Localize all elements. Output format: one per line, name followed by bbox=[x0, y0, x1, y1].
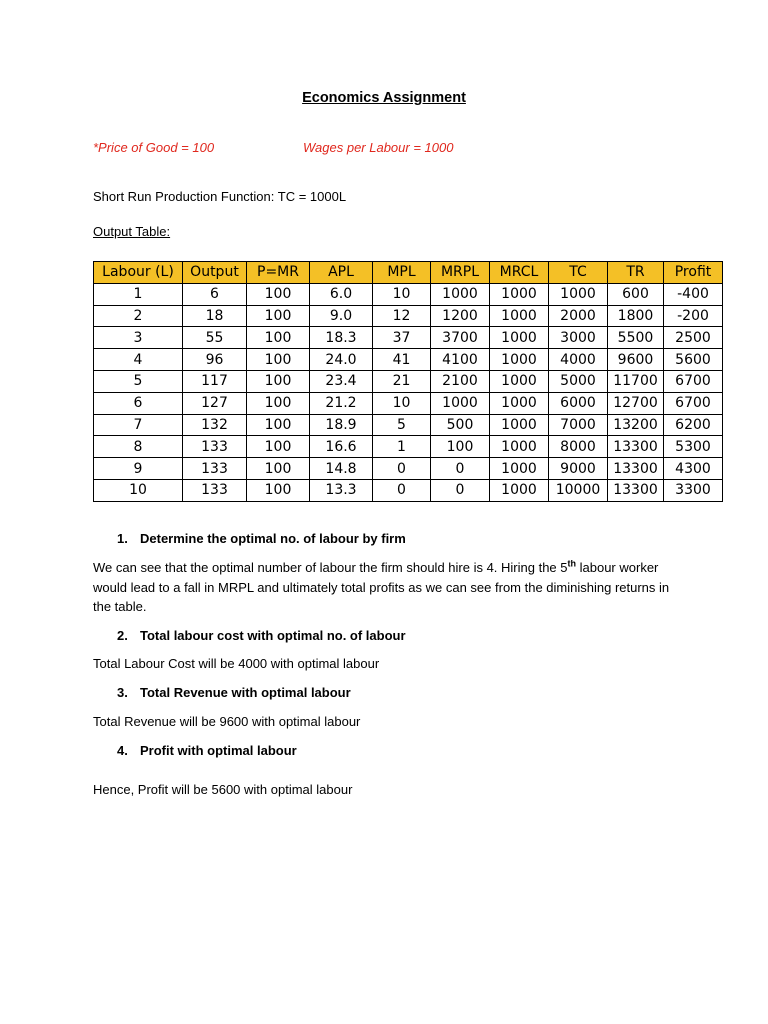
table-cell: 100 bbox=[247, 436, 310, 458]
table-row bbox=[94, 414, 723, 436]
table-row bbox=[94, 479, 723, 501]
table-cell: 100 bbox=[247, 349, 310, 371]
table-cell: 1200 bbox=[431, 305, 490, 327]
table-cell: 9 bbox=[94, 458, 183, 480]
question-text: Determine the optimal no. of labour by firm bbox=[140, 531, 406, 546]
table-cell: 41 bbox=[373, 349, 431, 371]
table-cell: 100 bbox=[247, 370, 310, 392]
table-cell: 6 bbox=[183, 283, 247, 305]
column-header: MRCL bbox=[490, 262, 549, 284]
question-4 bbox=[117, 743, 297, 758]
table-cell: 5500 bbox=[608, 327, 664, 349]
table-cell: 9600 bbox=[608, 349, 664, 371]
table-cell: 6700 bbox=[664, 370, 723, 392]
table-cell: 18.9 bbox=[310, 414, 373, 436]
column-header: MPL bbox=[373, 262, 431, 284]
table-cell: 21 bbox=[373, 370, 431, 392]
table-cell: 4100 bbox=[431, 349, 490, 371]
question-number: 2. bbox=[117, 628, 128, 643]
table-cell: 100 bbox=[247, 458, 310, 480]
answer-1 bbox=[93, 558, 683, 617]
table-cell: 3 bbox=[94, 327, 183, 349]
output-table bbox=[93, 261, 723, 502]
page-title: Economics Assignment bbox=[302, 90, 466, 106]
table-cell: 18 bbox=[183, 305, 247, 327]
table-cell: 100 bbox=[247, 283, 310, 305]
table-cell: 5600 bbox=[664, 349, 723, 371]
table-cell: 13300 bbox=[608, 479, 664, 501]
table-cell: 100 bbox=[247, 305, 310, 327]
question-number: 3. bbox=[117, 685, 128, 700]
table-cell: 0 bbox=[373, 479, 431, 501]
answer-1-part1: We can see that the optimal number of labour the firm should hire is 4. Hiring the 5 bbox=[93, 560, 568, 575]
table-row bbox=[94, 349, 723, 371]
table-cell: 1800 bbox=[608, 305, 664, 327]
answer-3: Total Revenue will be 9600 with optimal labour bbox=[93, 714, 361, 729]
table-cell: 6 bbox=[94, 392, 183, 414]
table-cell: 9000 bbox=[549, 458, 608, 480]
table-cell: 10 bbox=[373, 283, 431, 305]
table-cell: 10 bbox=[94, 479, 183, 501]
table-cell: 100 bbox=[431, 436, 490, 458]
table-cell: 0 bbox=[373, 458, 431, 480]
column-header: Labour (L) bbox=[94, 262, 183, 284]
table-cell: 5 bbox=[373, 414, 431, 436]
price-note: *Price of Good = 100 bbox=[93, 140, 215, 155]
table-row bbox=[94, 305, 723, 327]
table-cell: 12 bbox=[373, 305, 431, 327]
question-number: 1. bbox=[117, 531, 128, 546]
table-cell: 5300 bbox=[664, 436, 723, 458]
production-function: Short Run Production Function: TC = 1000L bbox=[93, 189, 347, 204]
table-cell: 100 bbox=[247, 327, 310, 349]
table-cell: 4000 bbox=[549, 349, 608, 371]
table-row bbox=[94, 436, 723, 458]
table-cell: 10000 bbox=[549, 479, 608, 501]
answer-2: Total Labour Cost will be 4000 with optimal labour bbox=[93, 656, 380, 671]
table-cell: 117 bbox=[183, 370, 247, 392]
answer-1-sup: th bbox=[567, 558, 577, 569]
table-cell: 7000 bbox=[549, 414, 608, 436]
question-text: Total Revenue with optimal labour bbox=[140, 685, 351, 700]
table-cell: 100 bbox=[247, 414, 310, 436]
table-cell: 133 bbox=[183, 479, 247, 501]
column-header: P=MR bbox=[247, 262, 310, 284]
table-cell: 3000 bbox=[549, 327, 608, 349]
table-row bbox=[94, 283, 723, 305]
table-cell: 1000 bbox=[490, 436, 549, 458]
table-cell: -400 bbox=[664, 283, 723, 305]
table-cell: 21.2 bbox=[310, 392, 373, 414]
table-cell: 600 bbox=[608, 283, 664, 305]
column-header: MRPL bbox=[431, 262, 490, 284]
question-3 bbox=[117, 685, 351, 700]
table-cell: 13300 bbox=[608, 436, 664, 458]
table-cell: 3300 bbox=[664, 479, 723, 501]
answer-4: Hence, Profit will be 5600 with optimal labour bbox=[93, 782, 353, 797]
table-cell: 8 bbox=[94, 436, 183, 458]
table-row bbox=[94, 327, 723, 349]
table-cell: 1000 bbox=[490, 349, 549, 371]
table-cell: 2000 bbox=[549, 305, 608, 327]
table-cell: 1000 bbox=[490, 370, 549, 392]
table-cell: 500 bbox=[431, 414, 490, 436]
table-cell: 1000 bbox=[490, 458, 549, 480]
answer-1-part2: labour worker would lead to a fall in MRPL and ultimately total profits as we can see from the diminishing returns in the table. bbox=[93, 560, 670, 614]
table-cell: 24.0 bbox=[310, 349, 373, 371]
table-cell: 133 bbox=[183, 436, 247, 458]
table-cell: 6200 bbox=[664, 414, 723, 436]
table-cell: 0 bbox=[431, 458, 490, 480]
table-cell: 18.3 bbox=[310, 327, 373, 349]
table-header-row bbox=[94, 262, 723, 284]
column-header: Profit bbox=[664, 262, 723, 284]
table-cell: 1000 bbox=[490, 327, 549, 349]
table-cell: 1000 bbox=[490, 283, 549, 305]
table-row bbox=[94, 392, 723, 414]
table-cell: 2 bbox=[94, 305, 183, 327]
table-cell: 1000 bbox=[549, 283, 608, 305]
table-cell: 10 bbox=[373, 392, 431, 414]
table-row bbox=[94, 370, 723, 392]
table-cell: 13300 bbox=[608, 458, 664, 480]
output-table-label: Output Table: bbox=[93, 224, 171, 239]
table-cell: 5 bbox=[94, 370, 183, 392]
table-cell: 1000 bbox=[490, 305, 549, 327]
table-cell: 6.0 bbox=[310, 283, 373, 305]
table-cell: 3700 bbox=[431, 327, 490, 349]
column-header: TC bbox=[549, 262, 608, 284]
table-cell: 4 bbox=[94, 349, 183, 371]
table-cell: 14.8 bbox=[310, 458, 373, 480]
table-cell: 1000 bbox=[490, 414, 549, 436]
question-number: 4. bbox=[117, 743, 128, 758]
question-1 bbox=[117, 531, 406, 546]
table-cell: 2100 bbox=[431, 370, 490, 392]
question-text: Profit with optimal labour bbox=[140, 743, 297, 758]
table-cell: 1000 bbox=[431, 283, 490, 305]
table-cell: 5000 bbox=[549, 370, 608, 392]
column-header: APL bbox=[310, 262, 373, 284]
table-cell: 127 bbox=[183, 392, 247, 414]
table-cell: 1000 bbox=[490, 479, 549, 501]
table-cell: 8000 bbox=[549, 436, 608, 458]
table-cell: 11700 bbox=[608, 370, 664, 392]
table-cell: 1 bbox=[94, 283, 183, 305]
table-cell: 100 bbox=[247, 392, 310, 414]
table-cell: 132 bbox=[183, 414, 247, 436]
table-cell: 55 bbox=[183, 327, 247, 349]
question-2 bbox=[117, 628, 406, 643]
table-cell: 133 bbox=[183, 458, 247, 480]
table-cell: 2500 bbox=[664, 327, 723, 349]
table-cell: 0 bbox=[431, 479, 490, 501]
table-cell: 13200 bbox=[608, 414, 664, 436]
table-cell: 1 bbox=[373, 436, 431, 458]
table-cell: 1000 bbox=[431, 392, 490, 414]
column-header: TR bbox=[608, 262, 664, 284]
table-cell: 9.0 bbox=[310, 305, 373, 327]
table-cell: 13.3 bbox=[310, 479, 373, 501]
question-text: Total labour cost with optimal no. of labour bbox=[140, 628, 406, 643]
table-cell: -200 bbox=[664, 305, 723, 327]
table-cell: 7 bbox=[94, 414, 183, 436]
table-cell: 16.6 bbox=[310, 436, 373, 458]
table-cell: 37 bbox=[373, 327, 431, 349]
table-row bbox=[94, 458, 723, 480]
table-cell: 12700 bbox=[608, 392, 664, 414]
table-cell: 23.4 bbox=[310, 370, 373, 392]
table-cell: 6700 bbox=[664, 392, 723, 414]
wage-note: Wages per Labour = 1000 bbox=[303, 140, 454, 155]
table-cell: 96 bbox=[183, 349, 247, 371]
table-cell: 100 bbox=[247, 479, 310, 501]
table-cell: 4300 bbox=[664, 458, 723, 480]
table-cell: 1000 bbox=[490, 392, 549, 414]
table-cell: 6000 bbox=[549, 392, 608, 414]
column-header: Output bbox=[183, 262, 247, 284]
